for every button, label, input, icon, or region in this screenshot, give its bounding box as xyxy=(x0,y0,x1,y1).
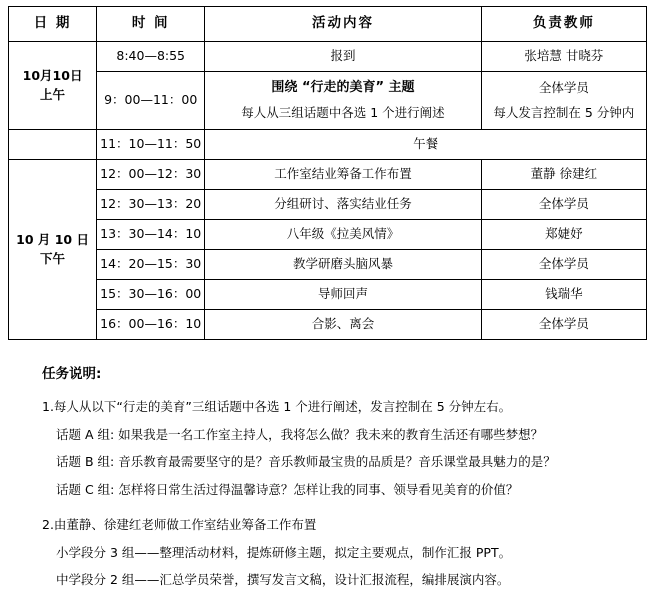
topic-a: 话题 A 组: 如果我是一名工作室主持人，我将怎么做？我未来的教育生活还有哪些梦想？ xyxy=(56,426,544,442)
topic-c: 话题 C 组: 怎样将日常生活过得温馨诗意？怎样让我的同事、领导看见美育的价值？ xyxy=(56,481,519,497)
header-teacher: 负责教师 xyxy=(481,7,646,42)
content-cell: 教学研磨头脑风暴 xyxy=(205,250,481,280)
header-content: 活动内容 xyxy=(205,7,481,42)
date-line-1: 10月10日 xyxy=(22,68,83,84)
date-line-1: 10 月 10 日 xyxy=(16,232,89,248)
content-cell: 合影、离会 xyxy=(205,310,481,340)
time-cell: 8:40—8:55 xyxy=(97,42,205,72)
note-item-2: 2.由董静、徐建红老师做工作室结业筹备工作布置 xyxy=(42,517,317,532)
content-cell: 八年级《拉美风情》 xyxy=(205,220,481,250)
time-cell: 14：20—15：30 xyxy=(97,250,205,280)
table-row xyxy=(9,190,647,220)
topic-b: 话题 B 组: 音乐教育最需要坚守的是？音乐教师最宝贵的品质是？音乐课堂最具魅力的是？ xyxy=(56,454,556,469)
time-cell: 11：10—11：50 xyxy=(97,130,205,160)
date-line-2: 下午 xyxy=(40,250,66,266)
task-notes xyxy=(8,362,647,591)
table-header xyxy=(9,7,647,42)
header-time: 时 间 xyxy=(97,7,205,42)
date-cell-afternoon xyxy=(9,160,97,340)
teacher-line-1: 全体学员 xyxy=(538,80,589,96)
table-row xyxy=(9,72,647,130)
teacher-cell: 董静 徐建红 xyxy=(481,160,646,190)
date-cell-empty xyxy=(9,130,97,160)
table-body xyxy=(9,42,647,340)
teacher-line-2: 每人发言控制在 5 分钟内 xyxy=(493,104,635,120)
teacher-cell: 全体学员 xyxy=(481,190,646,220)
table-row xyxy=(9,130,647,160)
table-row xyxy=(9,220,647,250)
content-line-2: 每人从三组话题中各选 1 个进行阐述 xyxy=(241,104,445,120)
teacher-cell xyxy=(481,72,646,130)
table-row xyxy=(9,250,647,280)
time-cell: 13：30—14：10 xyxy=(97,220,205,250)
time-cell: 9：00—11：00 xyxy=(97,72,205,130)
content-cell: 报到 xyxy=(205,42,481,72)
teacher-cell: 钱瑞华 xyxy=(481,280,646,310)
table-row xyxy=(9,42,647,72)
time-cell: 15：30—16：00 xyxy=(97,280,205,310)
header-date: 日 期 xyxy=(9,7,97,42)
table-header-row xyxy=(9,7,647,42)
teacher-cell: 全体学员 xyxy=(481,250,646,280)
teacher-cell: 张培慧 甘晓芬 xyxy=(481,42,646,72)
notes-title: 任务说明: xyxy=(42,366,102,382)
note-item-1: 1.每人从以下“行走的美育”三组话题中各选 1 个进行阐述，发言控制在 5 分钟左右。 xyxy=(42,399,512,414)
date-cell-morning xyxy=(9,42,97,130)
table-row xyxy=(9,160,647,190)
content-cell: 午餐 xyxy=(205,130,647,160)
teacher-cell: 全体学员 xyxy=(481,310,646,340)
group-primary: 小学段分 3 组——整理活动材料，提炼研修主题，拟定主要观点，制作汇报 PPT。 xyxy=(56,544,512,560)
content-cell: 工作室结业筹备工作布置 xyxy=(205,160,481,190)
teacher-cell: 郑婕妤 xyxy=(481,220,646,250)
table-row xyxy=(9,280,647,310)
content-cell: 分组研讨、落实结业任务 xyxy=(205,190,481,220)
date-line-2: 上午 xyxy=(40,86,66,102)
content-cell xyxy=(205,72,481,130)
schedule-table xyxy=(8,6,647,340)
time-cell: 12：30—13：20 xyxy=(97,190,205,220)
content-line-1: 围绕 “行走的美育” 主题 xyxy=(271,80,415,96)
content-cell: 导师回声 xyxy=(205,280,481,310)
group-secondary: 中学段分 2 组——汇总学员荣誉，撰写发言文稿，设计汇报流程，编排展演内容。 xyxy=(56,572,510,587)
table-row xyxy=(9,310,647,340)
time-cell: 16：00—16：10 xyxy=(97,310,205,340)
time-cell: 12：00—12：30 xyxy=(97,160,205,190)
